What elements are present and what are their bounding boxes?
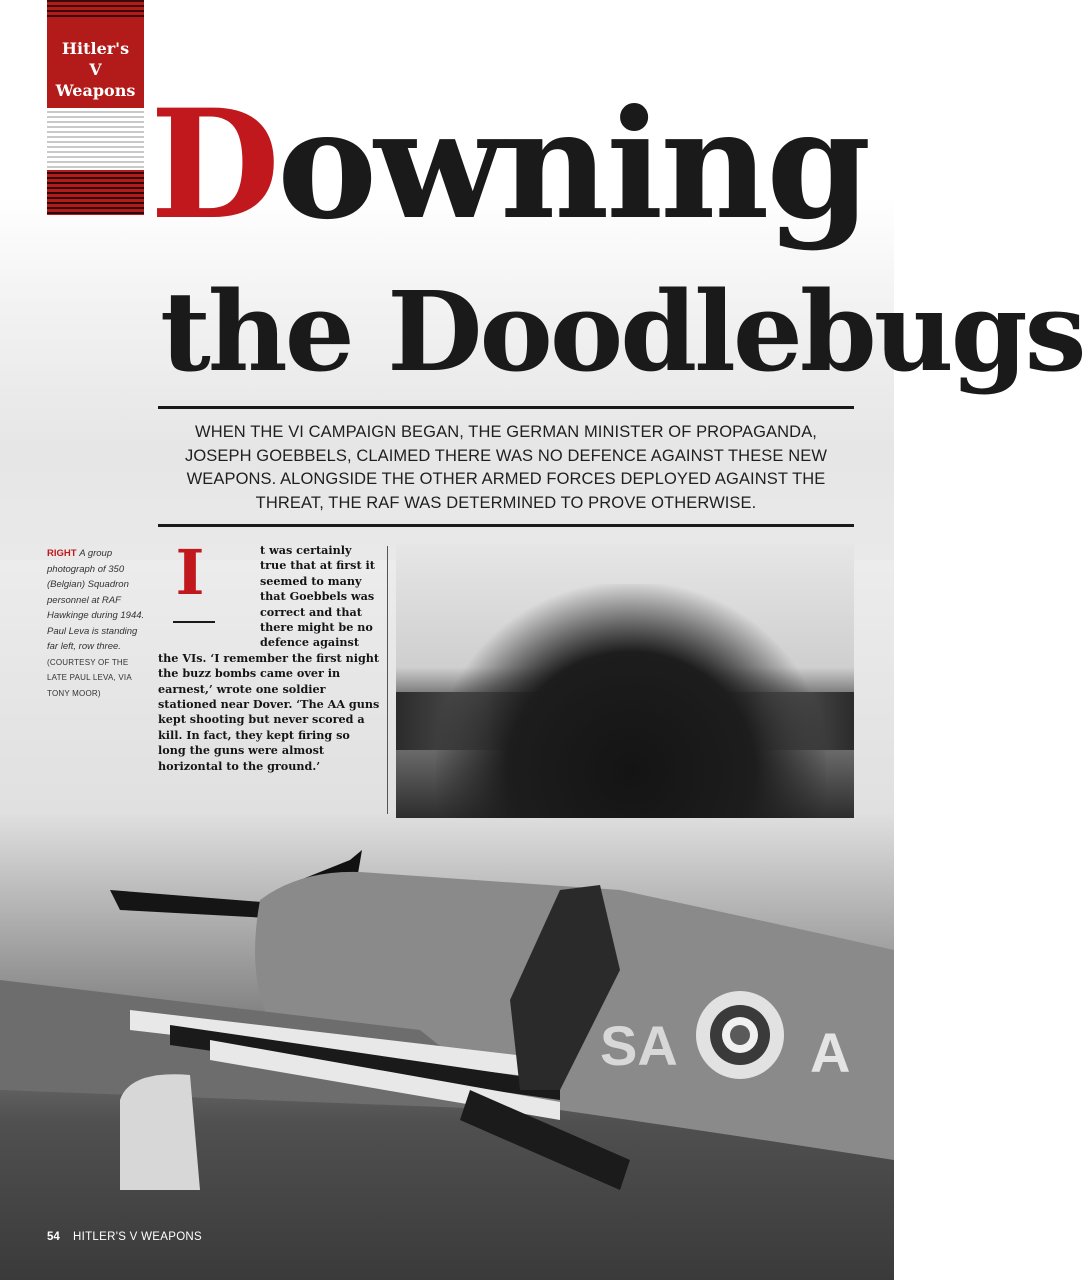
section-tab-label (47, 38, 144, 101)
photo-caption (47, 546, 147, 701)
standfirst-bottom-rule (158, 524, 854, 527)
drop-cap: I (175, 536, 205, 609)
headline-drop-letter: D (150, 77, 278, 253)
squadron-group-photo (396, 544, 854, 818)
page-footer (47, 1231, 202, 1243)
aircraft-body (0, 872, 894, 1190)
headline-line2: the Doodlebugs (160, 267, 1084, 396)
standfirst: WHEN THE VI CAMPAIGN BEGAN, THE GERMAN MINISTER OF PROPAGANDA, JOSEPH GOEBBELS, CLAIMED THERE WAS NO DEFENCE AGAINST THESE NEW WEAPONS. ALONGSIDE THE OTHER ARMED FORCES DEPLOYED AGAINST THE THREAT, THE RAF WAS DETERMINED TO PROVE OTHERWISE. (185, 423, 827, 512)
column-divider (387, 546, 388, 814)
section-tab-label-line1: Hitler's (61, 39, 130, 58)
drop-cap-space (158, 543, 260, 636)
standfirst-top-rule (158, 406, 854, 409)
section-tab (47, 0, 144, 215)
aircraft-letter-marking: A (810, 1021, 851, 1084)
article-body-text: t was certainly true that at first it seemed to many that Goebbels was correct and that there might be no defence against the VIs. ‘I remember the first night the buzz bombs came over in earnest,’ wrote one soldier stationed near Dover. ‘The AA guns kept shooting but never scored a kill. In fact, they kept firing so long the guns were almost horizontal to the ground.’ (158, 543, 380, 773)
caption-lead: RIGHT (47, 548, 77, 559)
tab-stripes-top (47, 0, 144, 20)
roundel-core (730, 1025, 750, 1045)
page-number: 54 (47, 1231, 60, 1243)
article-body (158, 543, 380, 774)
caption-credit: (COURTESY OF THE LATE PAUL LEVA, VIA TONY MOOR) (47, 657, 132, 698)
squadron-code-marking: SA (600, 1014, 678, 1077)
headline-line1 (150, 77, 869, 253)
tab-stripes-bottom (47, 172, 144, 215)
publication-name: HITLER'S V WEAPONS (73, 1231, 203, 1243)
section-tab-label-line2: V Weapons (55, 60, 136, 100)
spitfire-illustration (0, 860, 894, 1190)
headline-line1-rest: owning (277, 77, 869, 253)
photo-personnel-group (436, 584, 826, 818)
tab-stripes-white (47, 108, 144, 170)
caption-text: A group photograph of 350 (Belgian) Squadron personnel at RAF Hawkinge during 1944. Paul Leva is standing far left, row three. (47, 548, 145, 652)
